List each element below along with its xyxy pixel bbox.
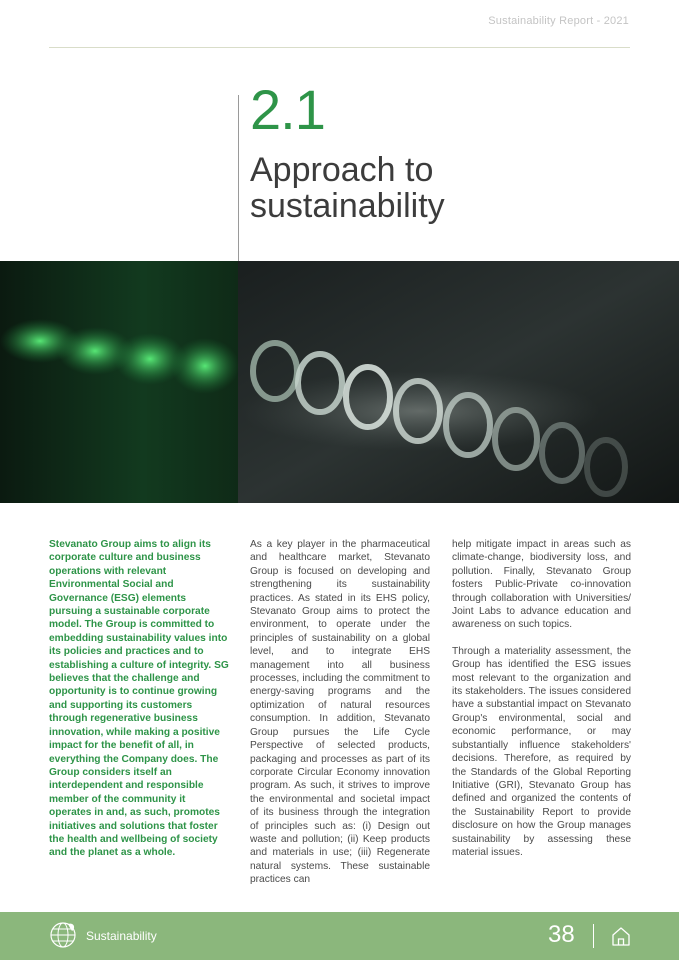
page-number: 38 [548,921,575,948]
home-icon[interactable] [610,925,632,947]
hero-image-glass-vials [0,261,679,503]
title-vertical-rule [238,95,239,261]
footer-divider [593,924,594,948]
lead-paragraph [49,538,229,873]
globe-leaf-icon [48,920,78,950]
section-title [250,152,445,224]
footer-section-label: Sustainability [86,929,157,943]
lead-text: Stevanato Group aims to align its corporate culture and business operations with relevant Environmental Social and Governance (ESG) elements pursuing a sustainable corporate model. The Group is committed to embedding sustainability values into its policies and practices and to establishing a culture of integrity. SG believes that the challenge and opportunity is to continue growing and supporting its customers through regenerative business innovation, while making a positive impact for the benefit of all, in everything the Company does. The Group considers itself an interdependent and responsible member of the community it operates in and, as such, promotes initiatives and solutions that foster the health and wellbeing of society and the planet as a whole. [49,539,229,859]
section-title-line-2: sustainability [250,187,445,225]
header-title: Sustainability Report - 2021 [488,15,629,27]
body-paragraph: help mitigate impact in areas such as climate-change, biodiversity loss, and pollution. Finally, Stevanato Group fosters Public-Private co-innovation through collaboration with Universities/ Joint Labs to advance education and awareness on such topics. [452,539,631,631]
section-title-line-1: Approach to [250,151,434,189]
footer-bar [0,912,679,960]
body-column-3 [452,538,631,872]
body-column-2 [250,538,430,900]
body-paragraph: Through a materiality assessment, the Group has identified the ESG issues most relevant to the organization and its stakeholders. The issues considered have a substantial impact on Stevanato Group's environmental, social and economic performance, or may substantially influence stakeholders' decisions. Therefore, as required by the Standards of the Global Reporting Initiative (GRI), Stevanato Group has defined and organized the contents of the Sustainability Report to provide disclosure on how the Group manages sustainability by assessing these material issues. [452,645,631,858]
header-divider [49,47,630,48]
section-number: 2.1 [250,78,325,141]
body-paragraph: As a key player in the pharmaceutical and healthcare market, Stevanato Group is focused on developing and strengthening its sustainability practices. As stated in its EHS policy, Stevanato Group aims to protect the environment, to operate under the principles of sustainability on a global level, and to integrate EHS management into all business processes, including the commitment to energy-saving programs and the optimization of natural resources consumption. In addition, Stevanato Group pursues the Life Cycle Perspective of selected products, packaging and processes as part of its corporate Circular Economy innovation program. As such, it strives to improve the environmental and societal impact of its business through the integration of principles such as: (i) Design out waste and pollution; (ii) Keep products and materials in use; (iii) Regenerate natural systems. These sustainable practices can [250,539,430,886]
